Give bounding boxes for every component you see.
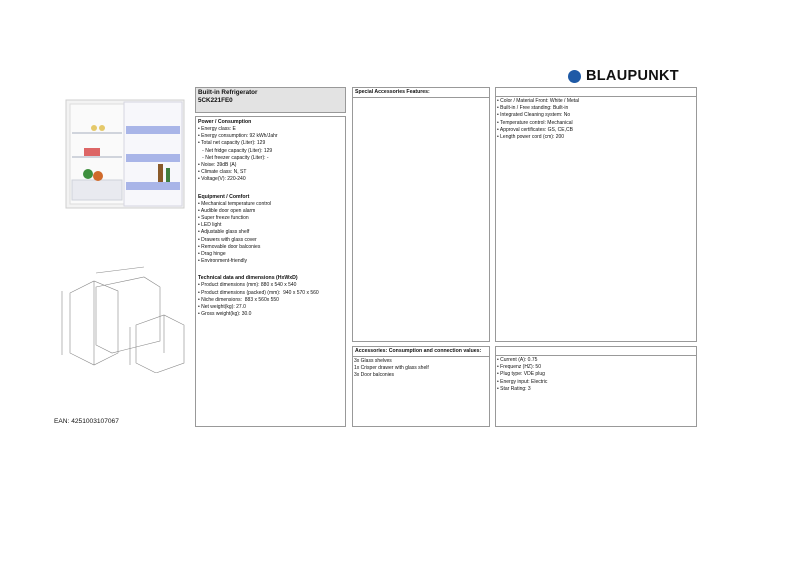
logo-dot-icon [568, 70, 581, 83]
product-model: 5CK221FE0 [198, 97, 233, 104]
list-item: • Mechanical temperature control [198, 200, 272, 207]
list-item: • Voltage(V): 220-240 [198, 176, 246, 183]
equipment-section-title: Equipment / Comfort [198, 193, 250, 200]
list-item: • Built-in / Free standing: Built-in [497, 105, 569, 112]
accessories-list [354, 358, 488, 380]
list-item: • Total net capacity (Liter): 129 [198, 140, 266, 147]
list-item: 3x Door balconies [354, 372, 395, 379]
list-item: • Length power cord (cm): 200 [497, 134, 565, 141]
specs-column [195, 116, 346, 427]
list-item: • Energy consumption: 92 kWh/Jahr [198, 133, 278, 140]
technical-section-title: Technical data and dimensions (HxWxD) [198, 275, 298, 282]
technical-list [198, 282, 343, 318]
list-item: • Gross weight(kg): 30.0 [198, 311, 252, 318]
list-item: - Net fridge capacity (Liter): 129 [198, 147, 273, 154]
special-features-list [497, 98, 695, 141]
list-item: • Color / Material Front: White / Metal [497, 98, 580, 104]
list-item: • Noise: 39dB (A) [198, 162, 237, 169]
special-features-header-box [352, 87, 490, 342]
list-item: • Removable door balconies [198, 243, 261, 250]
list-item: • Environment-friendly [198, 258, 247, 265]
power-list [198, 126, 343, 184]
list-item: • Niche dimensions: 883 x 560x 550 [198, 296, 279, 303]
ean-code: EAN: 4251003107067 [54, 418, 119, 425]
list-item: • Energy class: E [198, 126, 236, 132]
list-item: • Adjustable glass shelf [198, 229, 250, 236]
list-item: • Energy input: Electric [497, 378, 548, 385]
list-item: • Frequenz (HZ): 50 [497, 364, 541, 371]
list-item: • Drawers with glass cover [198, 236, 257, 243]
list-item: • LED light [198, 222, 222, 229]
dimension-drawing [56, 263, 188, 373]
list-item: • Drag hinge [198, 251, 226, 258]
brand-logo [568, 68, 679, 84]
special-features-box [495, 87, 697, 342]
special-features-title: Special Accessories Features: [353, 88, 489, 98]
fridge-photo [64, 98, 188, 210]
product-title-box [195, 87, 346, 113]
list-item: • Super freeze function [198, 215, 249, 222]
list-item: • Current (A): 0.75 [497, 357, 538, 363]
list-item: - Net freezer capacity (Liter): - [198, 154, 269, 161]
list-item: • Temperature control: Mechanical [497, 119, 573, 126]
logo-text: BLAUPUNKT [586, 68, 679, 84]
list-item: • Net weight(kg): 27.0 [198, 304, 246, 311]
list-item: • Star Rating: 3 [497, 385, 531, 392]
list-item: • Audible door open alarm [198, 207, 256, 214]
list-item: • Plug type: VDE plug [497, 371, 545, 378]
list-item: • Integrated Cleaning system: No [497, 112, 571, 119]
equipment-list [198, 201, 343, 266]
connection-list [497, 357, 695, 393]
power-section-title: Power / Consumption [198, 119, 252, 125]
list-item: • Product dimensions (mm): 880 x 540 x 540 [198, 282, 297, 289]
list-item: • Approval certificates: GS, CE,CB [497, 126, 573, 133]
accessories-box [352, 346, 490, 427]
product-name: Built-in Refrigerator [198, 89, 258, 96]
list-item: 3x Glass shelves [354, 358, 392, 364]
list-item: • Product dimensions (packed) (mm): 940 x 570 x 560 [198, 289, 319, 296]
accessories-title: Accessories: Consumption and connection values: [353, 347, 489, 357]
list-item: • Climate class: N, ST [198, 169, 247, 176]
connection-values-box [495, 346, 697, 427]
list-item: 1x Crisper drawer with glass shelf [354, 365, 429, 372]
